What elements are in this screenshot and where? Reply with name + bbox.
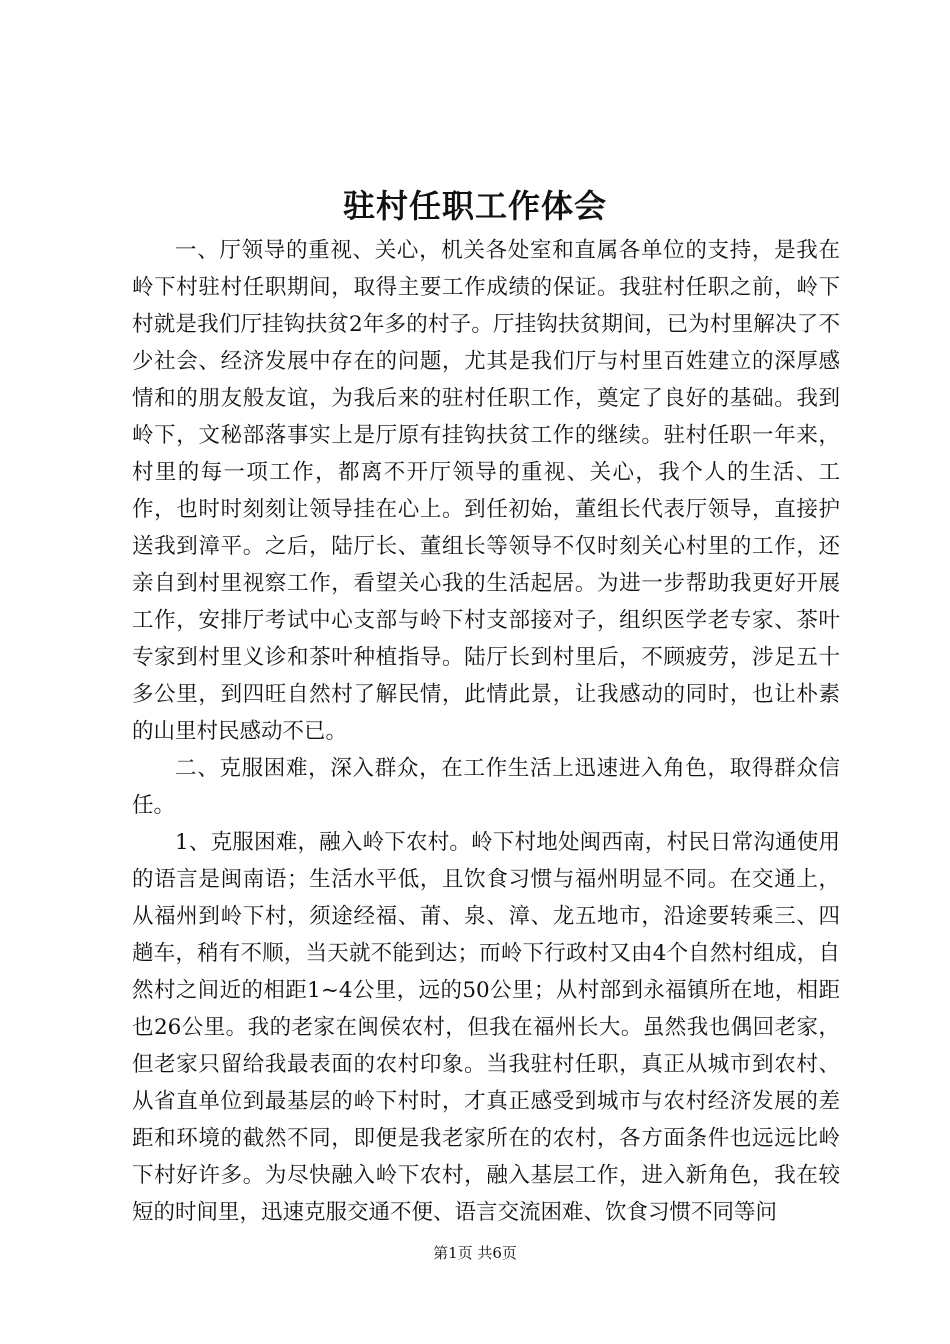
document-body <box>132 232 840 1231</box>
paragraph-1: 一、厅领导的重视、关心，机关各处室和直属各单位的支持，是我在岭下村驻村任职期间，取得主要工作成绩的保证。我驻村任职之前，岭下村就是我们厅挂钩扶贫2年多的村子。厅挂钩扶贫期间，已为村里解决了不少社会、经济发展中存在的问题，尤其是我们厅与村里百姓建立的深厚感情和的朋友般友谊，为我后来的驻村任职工作，奠定了良好的基础。我到岭下，文秘部落事实上是厅原有挂钩扶贫工作的继续。驻村任职一年来，村里的每一项工作，都离不开厅领导的重视、关心，我个人的生活、工作，也时时刻刻让领导挂在心上。到任初始，董组长代表厅领导，直接护送我到漳平。之后，陆厅长、董组长等领导不仅时刻关心村里的工作，还亲自到村里视察工作，看望关心我的生活起居。为进一步帮助我更好开展工作，安排厅考试中心支部与岭下村支部接对子，组织医学老专家、茶叶专家到村里义诊和茶叶种植指导。陆厅长到村里后，不顾疲劳，涉足五十多公里，到四旺自然村了解民情，此情此景，让我感动的同时，也让朴素的山里村民感动不已。 <box>132 238 840 744</box>
paragraph-2: 二、克服困难，深入群众，在工作生活上迅速进入角色，取得群众信任。 <box>132 756 840 818</box>
page-footer: 第1页 共6页 <box>433 1244 517 1262</box>
paragraph-3: 1、克服困难，融入岭下农村。岭下村地处闽西南，村民日常沟通使用的语言是闽南语；生活水平低，且饮食习惯与福州明显不同。在交通上，从福州到岭下村，须途经福、莆、泉、漳、龙五地市，沿途要转乘三、四趟车，稍有不顺，当天就不能到达；而岭下行政村又由4个自然村组成，自然村之间近的相距1~4公里，远的50公里；从村部到永福镇所在地，相距也26公里。我的老家在闽侯农村，但我在福州长大。虽然我也偶回老家，但老家只留给我最表面的农村印象。当我驻村任职，真正从城市到农村、从省直单位到最基层的岭下村时，才真正感受到城市与农村经济发展的差距和环境的截然不同，即便是我老家所在的农村，各方面条件也远远比岭下村好许多。为尽快融入岭下农村，融入基层工作，进入新角色，我在较短的时间里，迅速克服交通不便、语言交流困难、饮食习惯不同等问 <box>132 830 840 1225</box>
document-title: 驻村任职工作体会 <box>342 187 607 225</box>
